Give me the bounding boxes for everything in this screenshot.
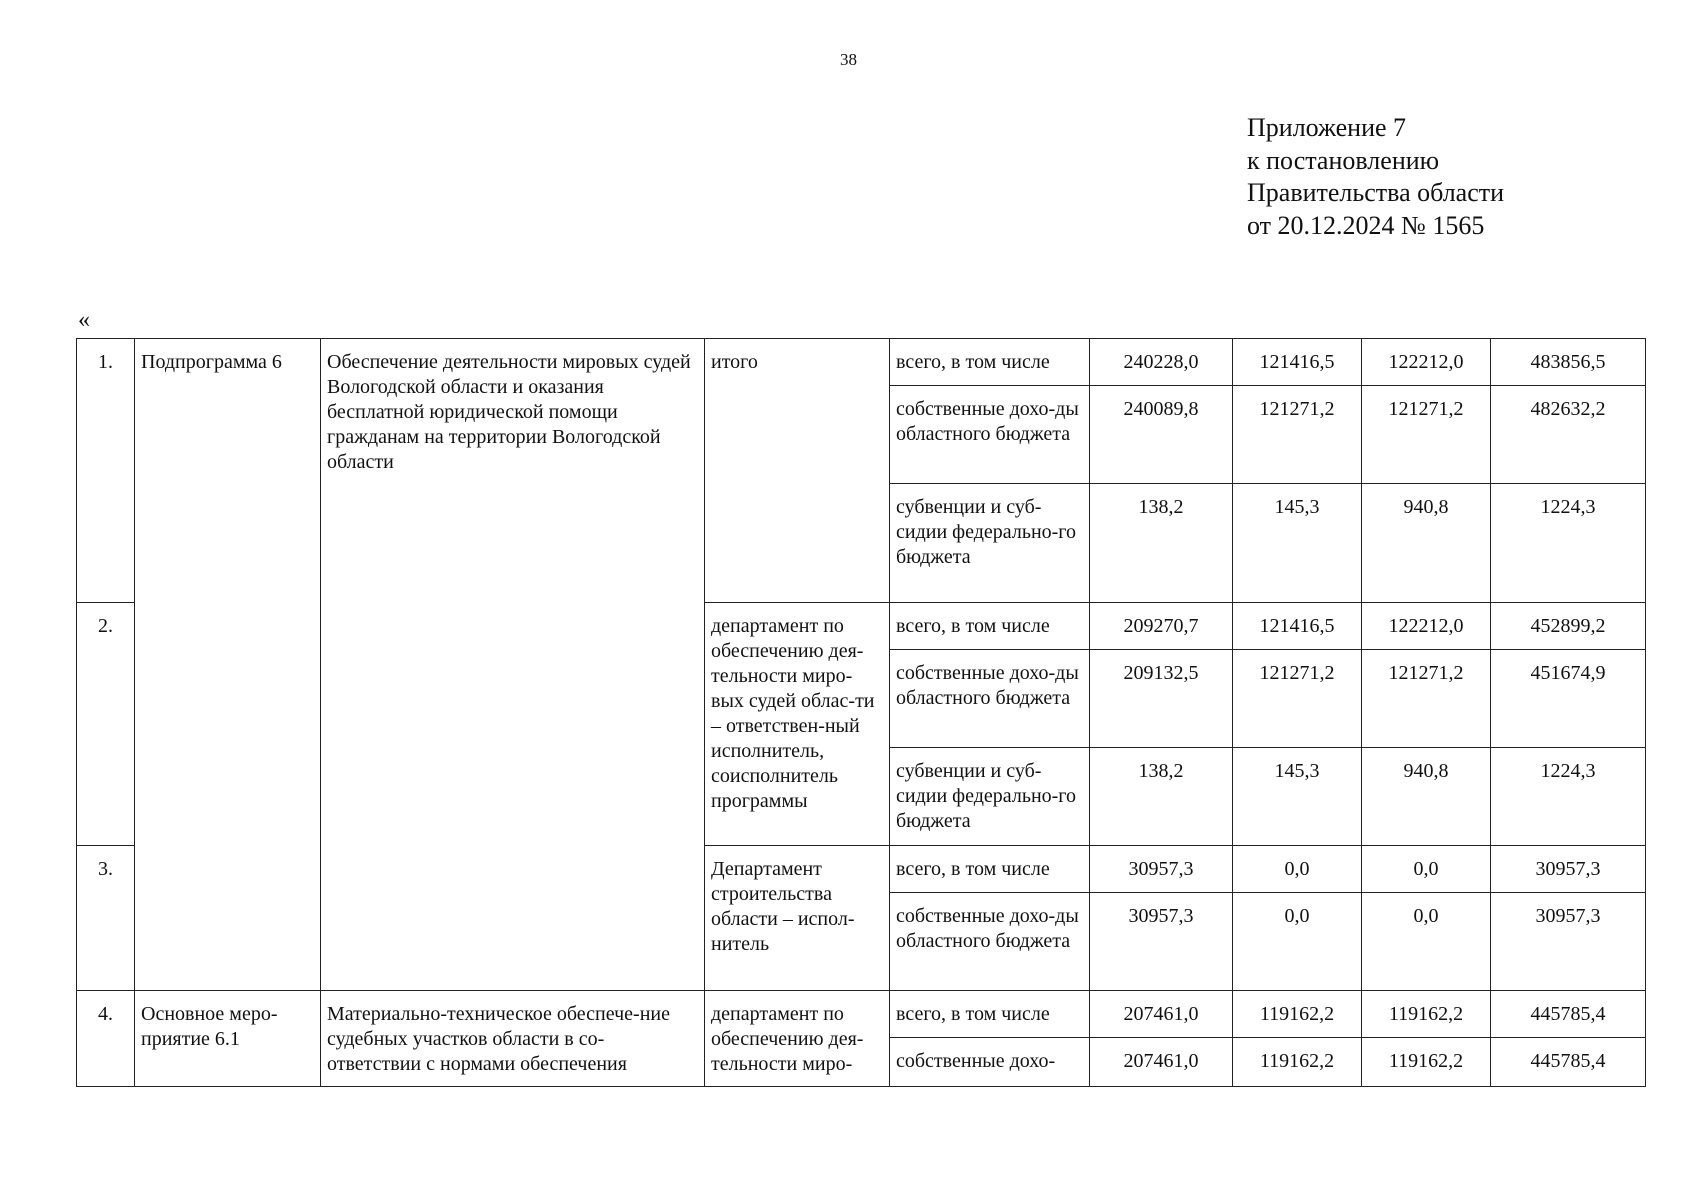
row-number: 4. (77, 991, 135, 1087)
value-cell: 121271,2 (1233, 650, 1362, 748)
value-cell: 209132,5 (1090, 650, 1233, 748)
value-cell: 30957,3 (1491, 893, 1646, 991)
value-cell: 452899,2 (1491, 603, 1646, 650)
appendix-header (1247, 112, 1504, 242)
value-cell: 122212,0 (1362, 339, 1491, 386)
funding-source: всего, в том числе (890, 991, 1090, 1038)
open-quote: « (78, 307, 90, 333)
page-number: 38 (840, 50, 857, 69)
value-cell: 0,0 (1233, 846, 1362, 893)
value-cell: 451674,9 (1491, 650, 1646, 748)
executor: департамент по обеспечению дея-тельности миро- (705, 991, 890, 1087)
funding-source: собственные дохо-ды областного бюджета (890, 893, 1090, 991)
program-name: Основное меро-приятие 6.1 (135, 991, 321, 1087)
funding-source: всего, в том числе (890, 339, 1090, 386)
value-cell: 119162,2 (1362, 1038, 1491, 1087)
funding-source: субвенции и суб-сидии федерально-го бюджета (890, 748, 1090, 846)
funding-source: собственные дохо- (890, 1038, 1090, 1087)
program-name: Подпрограмма 6 (135, 339, 321, 991)
value-cell: 445785,4 (1491, 991, 1646, 1038)
funding-source: всего, в том числе (890, 846, 1090, 893)
value-cell: 119162,2 (1362, 991, 1491, 1038)
row-number: 1. (77, 339, 135, 603)
value-cell: 207461,0 (1090, 1038, 1233, 1087)
value-cell: 240089,8 (1090, 386, 1233, 484)
value-cell: 445785,4 (1491, 1038, 1646, 1087)
program-description: Обеспечение деятельности мировых судей Вологодской области и оказания бесплатной юридической помощи гражданам на территории Вологодской области (321, 339, 705, 991)
executor: Департамент строительства области – испол-нитель (705, 846, 890, 991)
value-cell: 138,2 (1090, 748, 1233, 846)
value-cell: 30957,3 (1090, 893, 1233, 991)
funding-source: собственные дохо-ды областного бюджета (890, 386, 1090, 484)
appendix-line-1: Приложение 7 (1247, 113, 1407, 142)
value-cell: 940,8 (1362, 748, 1491, 846)
value-cell: 482632,2 (1491, 386, 1646, 484)
value-cell: 121416,5 (1233, 603, 1362, 650)
appendix-line-2: к постановлению (1247, 145, 1440, 175)
value-cell: 209270,7 (1090, 603, 1233, 650)
value-cell: 119162,2 (1233, 1038, 1362, 1087)
value-cell: 121271,2 (1362, 386, 1491, 484)
value-cell: 0,0 (1362, 893, 1491, 991)
value-cell: 145,3 (1233, 748, 1362, 846)
value-cell: 207461,0 (1090, 991, 1233, 1038)
value-cell: 483856,5 (1491, 339, 1646, 386)
program-description: Материально-техническое обеспече-ние судебных участков области в со-ответствии с нормами обеспечения (321, 991, 705, 1087)
value-cell: 119162,2 (1233, 991, 1362, 1038)
value-cell: 121271,2 (1233, 386, 1362, 484)
value-cell: 940,8 (1362, 484, 1491, 603)
value-cell: 0,0 (1362, 846, 1491, 893)
funding-source: всего, в том числе (890, 603, 1090, 650)
executor: итого (705, 339, 890, 603)
value-cell: 30957,3 (1090, 846, 1233, 893)
value-cell: 138,2 (1090, 484, 1233, 603)
funding-source: субвенции и суб-сидии федерально-го бюджета (890, 484, 1090, 603)
row-number: 2. (77, 603, 135, 846)
budget-table (76, 338, 1646, 1087)
table-row (77, 339, 1646, 386)
executor: департамент по обеспечению дея-тельности миро-вых судей облас-ти – ответствен-ный исполнитель, соисполнитель программы (705, 603, 890, 846)
value-cell: 122212,0 (1362, 603, 1491, 650)
value-cell: 121271,2 (1362, 650, 1491, 748)
value-cell: 145,3 (1233, 484, 1362, 603)
value-cell: 1224,3 (1491, 484, 1646, 603)
appendix-line-3: Правительства области (1247, 178, 1505, 207)
appendix-line-4: от 20.12.2024 № 1565 (1247, 210, 1485, 240)
funding-source: собственные дохо-ды областного бюджета (890, 650, 1090, 748)
value-cell: 121416,5 (1233, 339, 1362, 386)
value-cell: 30957,3 (1491, 846, 1646, 893)
row-number: 3. (77, 846, 135, 991)
table-row (77, 991, 1646, 1038)
value-cell: 1224,3 (1491, 748, 1646, 846)
value-cell: 240228,0 (1090, 339, 1233, 386)
value-cell: 0,0 (1233, 893, 1362, 991)
